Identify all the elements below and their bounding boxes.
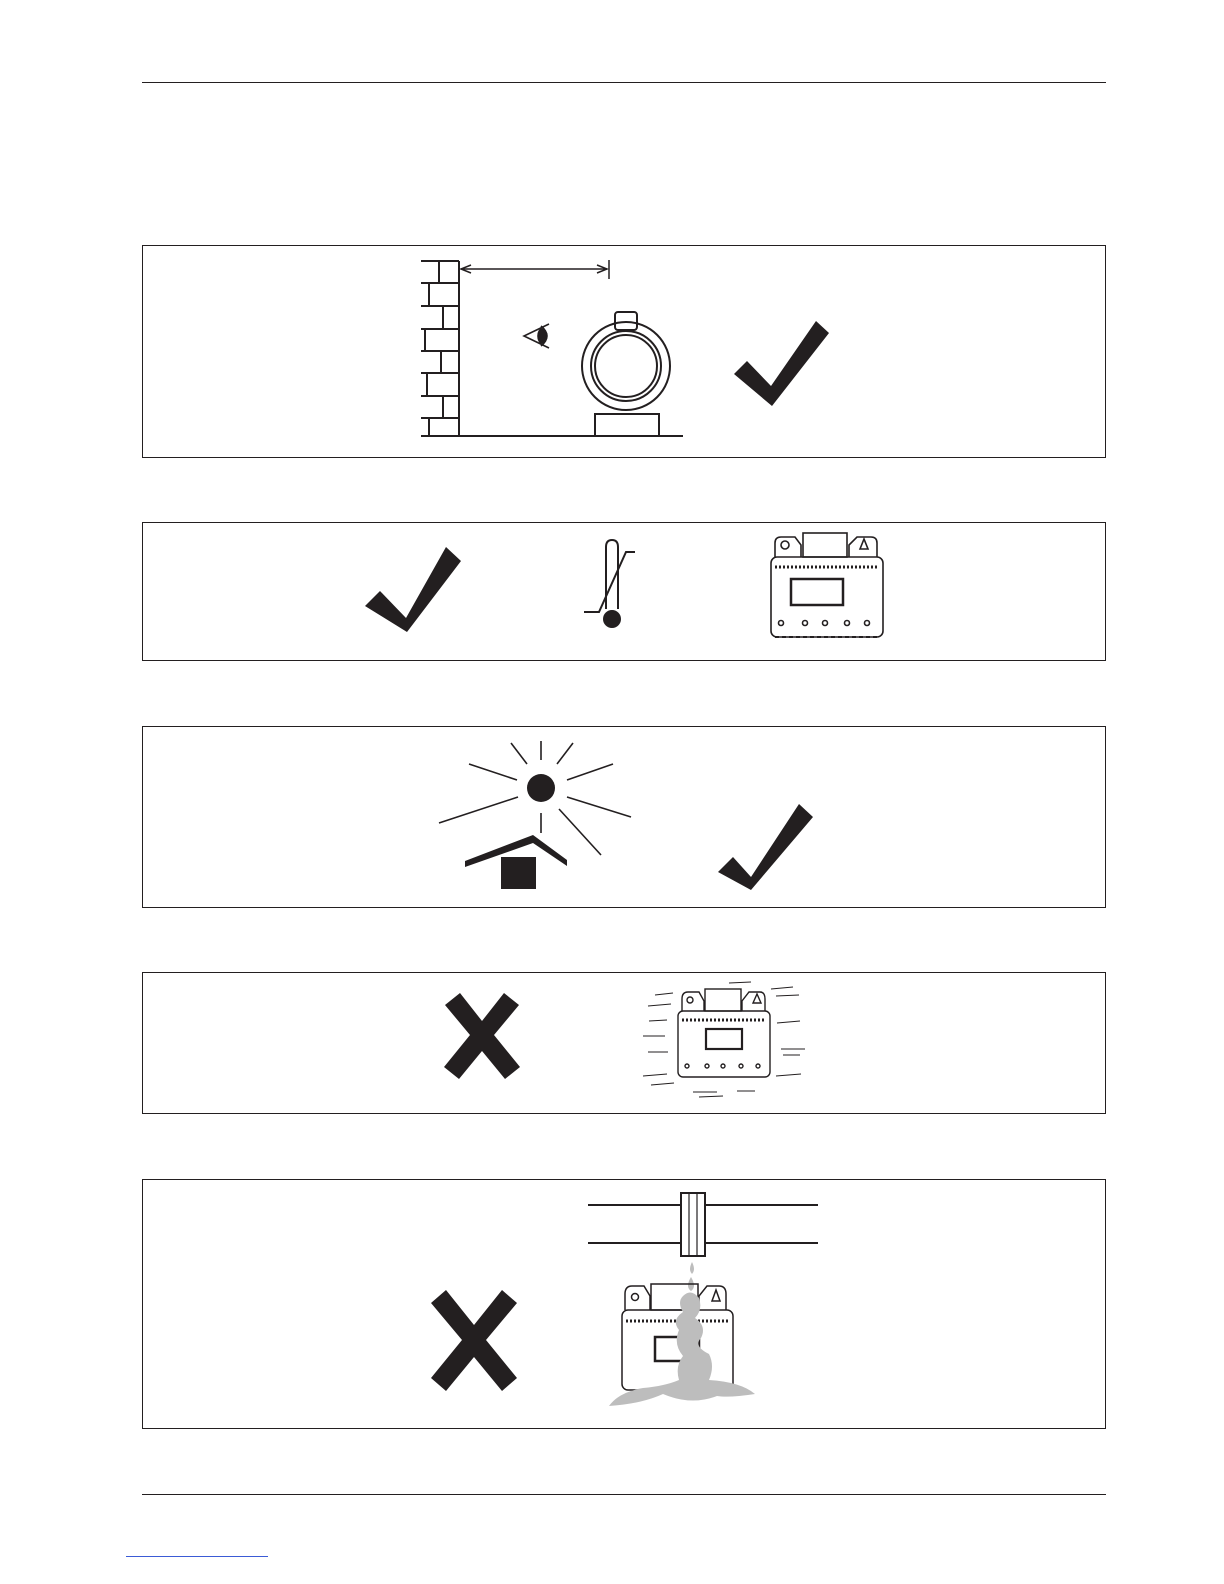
panel-clearance — [142, 245, 1106, 458]
transmitter-unit-icon — [771, 533, 883, 637]
panel-sun-shelter — [142, 726, 1106, 908]
checkmark-icon — [718, 804, 813, 890]
dripping-water-illustration — [143, 1180, 1105, 1428]
water-drop-icon — [688, 1262, 694, 1291]
panel-temperature — [142, 522, 1106, 661]
eye-icon — [524, 324, 549, 348]
temperature-illustration — [143, 523, 1105, 660]
thermometer-icon — [584, 540, 635, 627]
brick-wall-icon — [421, 261, 459, 436]
shelter-icon — [465, 835, 567, 889]
header-rule — [142, 82, 1106, 83]
vibration-illustration — [143, 973, 1105, 1113]
footer-rule — [142, 1494, 1106, 1495]
panel-dripping-water — [142, 1179, 1106, 1429]
checkmark-icon — [734, 321, 829, 406]
cross-icon — [431, 1290, 517, 1391]
footer-link-underline[interactable] — [126, 1556, 268, 1557]
clearance-illustration — [143, 246, 1105, 457]
vibrating-unit-icon — [678, 989, 770, 1077]
sun-shelter-illustration — [143, 727, 1105, 907]
panel-vibration — [142, 972, 1106, 1114]
dimension-arrow-icon — [461, 260, 609, 279]
round-meter-icon — [582, 312, 670, 436]
pipe-joint-icon — [588, 1193, 818, 1256]
checkmark-icon — [365, 547, 461, 632]
cross-icon — [444, 993, 520, 1079]
vibration-lines — [643, 982, 805, 1097]
